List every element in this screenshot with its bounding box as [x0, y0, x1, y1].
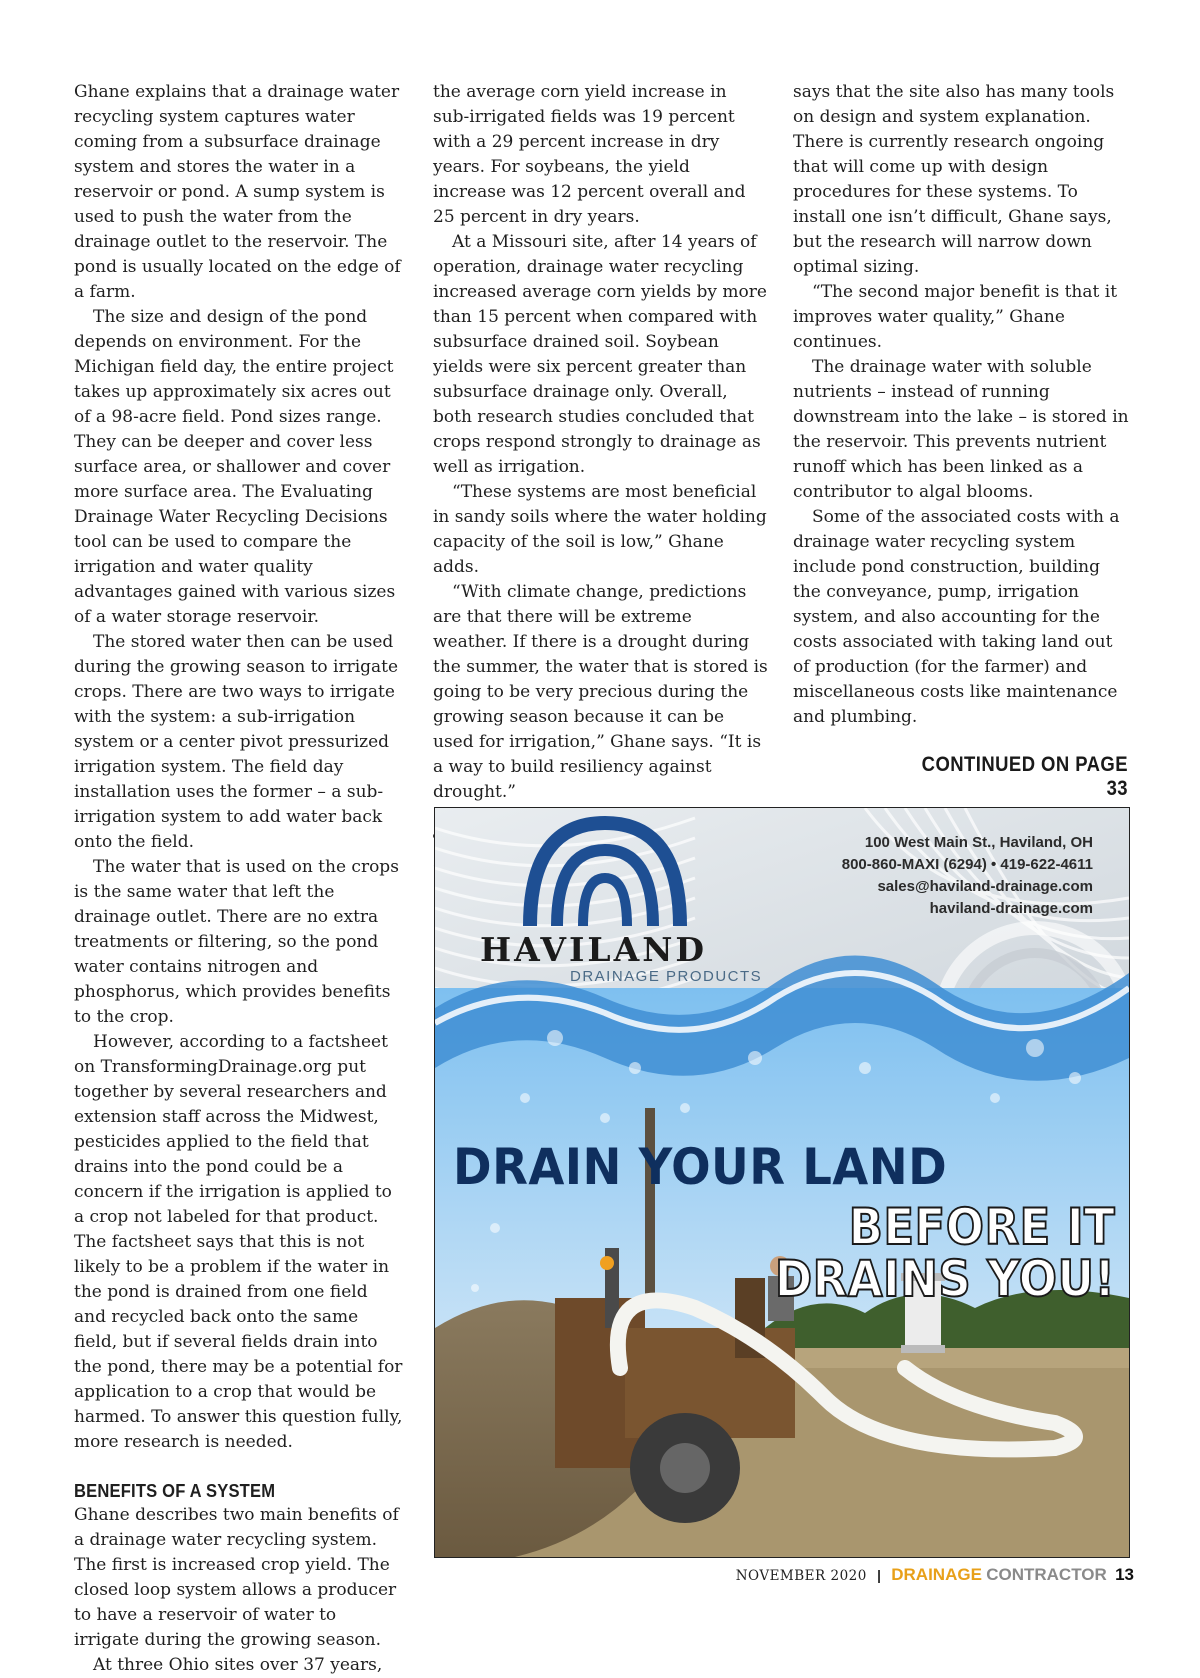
ad-website[interactable]: haviland-drainage.com — [929, 900, 1093, 917]
footer-magazine-drainage: DRAINAGE — [891, 1565, 982, 1584]
article-column-3 — [793, 80, 1133, 730]
ad-address: 100 West Main St., Haviland, OH — [864, 834, 1093, 851]
ad-phone[interactable]: 800-860-MAXI (6294) • 419-622-4611 — [841, 856, 1093, 873]
footer-magazine-contractor: CONTRACTOR — [986, 1565, 1107, 1584]
haviland-advertisement[interactable] — [434, 807, 1130, 1558]
paragraph: Ghane describes two main benefits of a drainage water recycling system. The first is increased crop yield. The closed loop system allows a producer to have a reservoir of water to irrigate during the growing season. — [74, 1505, 399, 1650]
ad-headline-line2: BEFORE IT — [848, 1198, 1115, 1256]
ad-brand-subtitle: DRAINAGE PRODUCTS — [570, 968, 763, 985]
paragraph: “These systems are most beneficial in sandy soils where the water holding capacity of the soil is low,” Ghane adds. — [433, 482, 767, 577]
footer-date: NOVEMBER 2020 — [735, 1568, 867, 1584]
paragraph: “With climate change, predictions are that there will be extreme weather. If there is a drought during the summer, the water that is stored is going to be very precious during the growing season because it can be used for irrigation,” Ghane says. “It is a way to build resiliency against drought.” — [433, 582, 768, 802]
continued-on-page-link[interactable]: CONTINUED ON PAGE 33 — [921, 753, 1128, 800]
ad-email[interactable]: sales@haviland-drainage.com — [877, 878, 1093, 895]
paragraph: Ghane explains that a drainage water recycling system captures water coming from a subsurface drainage system and stores the water in a reservoir or pond. A sump system is used to push the water from the drainage outlet to the reservoir. The pond is usually located on the edge of a farm. — [74, 82, 401, 302]
paragraph: The drainage water with soluble nutrients – instead of running downstream into the lake – is stored in the reservoir. This prevents nutrient runoff which has been linked as a contributor to algal blooms. — [793, 357, 1129, 502]
paragraph: the average corn yield increase in sub-irrigated fields was 19 percent with a 29 percent increase in dry years. For soybeans, the yield increase was 12 percent overall and 25 percent in dry years. — [433, 82, 746, 227]
subheading-benefits: BENEFITS OF A SYSTEM — [74, 1481, 276, 1501]
paragraph: At three Ohio sites over 37 years, — [93, 1655, 383, 1675]
footer-separator: | — [877, 1568, 881, 1583]
page-footer — [736, 1565, 1134, 1585]
ad-headline-line3: DRAINS YOU! — [774, 1250, 1115, 1308]
paragraph: The stored water then can be used during the growing season to irrigate crops. There are two ways to irrigate with the system: a sub-irrigation system or a center pivot pressurized irrigation system. The field day installation uses the former – a sub-irrigation system to add water back onto the field. — [74, 632, 399, 852]
paragraph: However, according to a factsheet on TransformingDrainage.org put together by several researchers and extension staff across the Midwest, pesticides applied to the field that drains into the pond could be a concern if the irrigation is applied to a crop not labeled for that product. The factsheet says that this is not likely to be a problem if the water in the pond is drained from one field and recycled back onto the same field, but if several fields drain into the pond, there may be a potential for application to a crop that would be harmed. To answer this question fully, more research is needed. — [74, 1032, 403, 1452]
paragraph: The size and design of the pond depends on environment. For the Michigan field day, the entire project takes up approximately six acres out of a 98-acre field. Pond sizes range. They can be deeper and cover less surface area, or shallower and cover more surface area. The Evaluating Drainage Water Recycling Decisions tool can be used to compare the irrigation and water quality advantages gained with various sizes of a water storage reservoir. — [74, 307, 396, 627]
paragraph: Some of the associated costs with a drainage water recycling system include pond construction, building the conveyance, pump, irrigation system, and also accounting for the costs associated with taking land out of production (for the farmer) and miscellaneous costs like maintenance and plumbing. — [793, 507, 1120, 727]
paragraph: At a Missouri site, after 14 years of operation, drainage water recycling increased average corn yields by more than 15 percent when compared with subsurface drained soil. Soybean yields were six percent greater than subsurface drainage only. Overall, both research studies concluded that crops respond strongly to drainage as well as irrigation. — [433, 232, 767, 477]
article-column-1 — [74, 80, 404, 1678]
paragraph: “The second major benefit is that it improves water quality,” Ghane continues. — [793, 282, 1118, 352]
footer-page-number: 13 — [1115, 1565, 1134, 1584]
ad-brand-name: HAVILAND — [480, 930, 708, 969]
ad-headline-line1: DRAIN YOUR LAND — [453, 1138, 948, 1196]
paragraph: says that the site also has many tools on design and system explanation. There is currently research ongoing that will come up with design procedures for these systems. To install one isn’t difficult, Ghane says, but the research will narrow down optimal sizing. — [793, 82, 1115, 277]
paragraph: The water that is used on the crops is the same water that left the drainage outlet. There are no extra treatments or filtering, so the pond water contains nitrogen and phosphorus, which provides benefits to the crop. — [74, 857, 399, 1027]
article-column-2 — [433, 80, 768, 880]
